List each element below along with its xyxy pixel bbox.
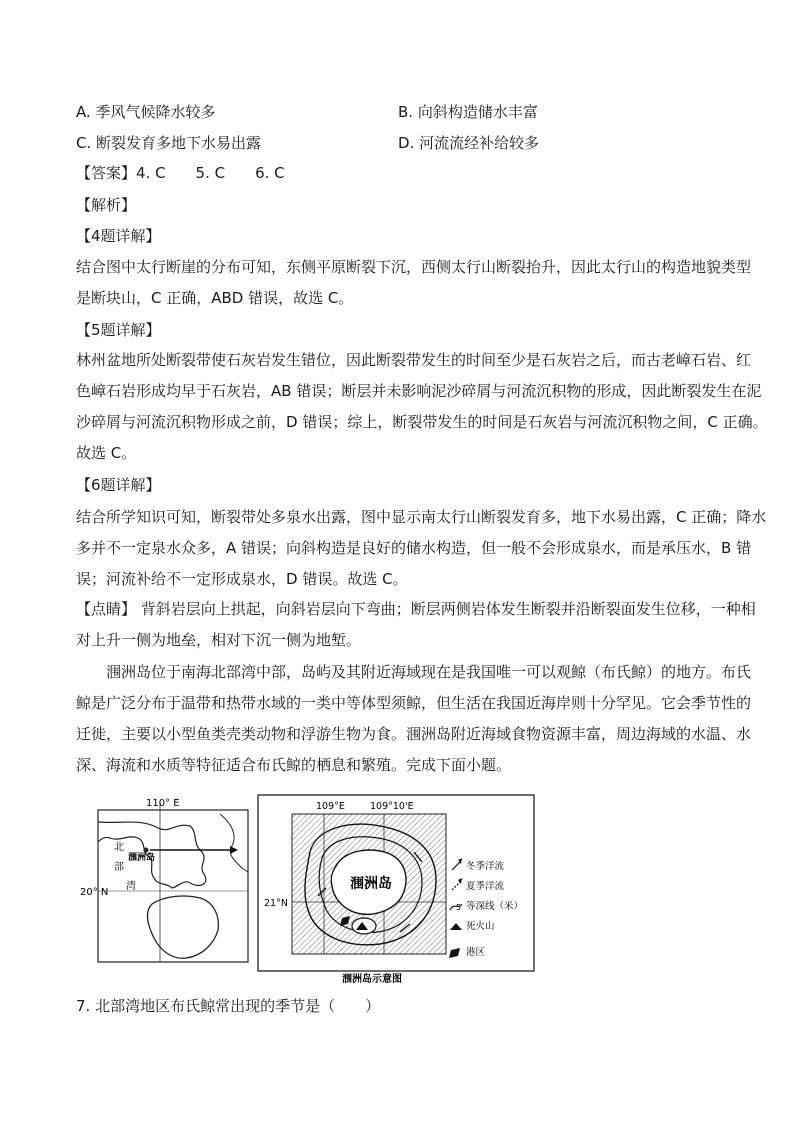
lat-label-right: 21°N bbox=[264, 898, 288, 909]
legend-summer: 夏季洋流 bbox=[466, 881, 505, 892]
text-line: 是断块山，C 正确，ABD 错误，故选 C。 bbox=[76, 289, 354, 307]
option-a: A. 季风气候降水较多 bbox=[76, 103, 216, 121]
q6-explanation bbox=[76, 502, 767, 595]
gulf-label-2: 部 bbox=[114, 862, 124, 873]
tip-paragraph bbox=[76, 594, 756, 656]
text-line: 对上升一侧为地垒，相对下沉一侧为地堑。 bbox=[76, 631, 362, 649]
option-d: D. 河流流经补给较多 bbox=[398, 134, 540, 152]
lon2-label: 109°10'E bbox=[370, 801, 414, 812]
legend-port: 港区 bbox=[466, 947, 486, 958]
answer-line: 【答案】4. C 5. C 6. C bbox=[76, 164, 285, 182]
text-line: 多并不一定泉水众多，A 错误；向斜构造是良好的储水构造，但一般不会形成泉水，而是承压水，B 错 bbox=[76, 539, 752, 557]
lon-label: 110° E bbox=[146, 798, 180, 809]
hainan-island bbox=[148, 896, 219, 958]
locator-map-frame bbox=[98, 810, 248, 962]
volcano-legend-icon bbox=[450, 923, 462, 930]
island-label: 涠洲岛 bbox=[128, 853, 156, 863]
option-c: C. 断裂发育多地下水易出露 bbox=[76, 134, 262, 152]
text-line: 鲸是广泛分布于温带和热带水域的一类中等体型须鲸，但生活在我国近海岸则十分罕见。它会季节性的 bbox=[76, 694, 752, 712]
summer-current-arrowhead bbox=[458, 878, 462, 884]
text-line: 涠洲岛位于南海北部湾中部，岛屿及其附近海域现在是我国唯一可以观鲸（布氏鲸）的地方。布氏 bbox=[76, 663, 752, 681]
summer-current-icon bbox=[452, 882, 460, 890]
legend-isobath: 等深线（米） bbox=[466, 901, 524, 912]
text-line: 【点睛】 背斜岩层向上拱起，向斜岩层向下弯曲；断层两侧岩体发生断裂并沿断裂面发生位移，一种相 bbox=[76, 600, 756, 618]
coastline-east bbox=[220, 814, 248, 872]
pointer-arrowhead bbox=[230, 846, 238, 854]
winter-current-icon bbox=[452, 862, 460, 870]
detail-map bbox=[258, 795, 534, 971]
lat-label: 20° N bbox=[80, 887, 109, 898]
text-line: 误；河流补给不一定形成泉水，D 错误。故选 C。 bbox=[76, 570, 408, 588]
gulf-label-1: 北 bbox=[114, 842, 124, 853]
legend-winter: 冬季洋流 bbox=[466, 861, 505, 872]
legend bbox=[449, 858, 523, 958]
q6-heading: 【6题详解】 bbox=[76, 476, 161, 494]
legend-isobath-num: 5 bbox=[456, 903, 462, 912]
island-name: 涠洲岛 bbox=[350, 876, 392, 892]
figure-maps bbox=[80, 792, 550, 984]
text-line: 色嶂石岩形成均早于石灰岩，AB 错误；断层并未影响泥沙碎屑与河流沉积物的形成，因此断裂发生在泥 bbox=[76, 382, 762, 400]
passage-paragraph bbox=[76, 657, 752, 781]
analysis-heading: 【解析】 bbox=[76, 196, 137, 214]
q4-explanation bbox=[76, 252, 752, 314]
legend-volcano: 死火山 bbox=[466, 921, 495, 932]
text-line: 迁徙，主要以小型鱼类壳类动物和浮游生物为食。涠洲岛附近海域食物资源丰富，周边海域的水温、水 bbox=[76, 725, 752, 743]
option-b: B. 向斜构造储水丰富 bbox=[398, 103, 538, 121]
gulf-label-3: 湾 bbox=[126, 881, 136, 892]
island-dot bbox=[144, 848, 149, 853]
q5-heading: 【5题详解】 bbox=[76, 321, 161, 339]
map-caption: 涠洲岛示意图 bbox=[342, 974, 402, 984]
locator-map bbox=[80, 798, 248, 962]
port-legend-icon bbox=[449, 948, 460, 958]
q4-heading: 【4题详解】 bbox=[76, 227, 161, 245]
text-line: 结合所学知识可知，断裂带处多泉水出露，图中显示南太行山断裂发育多，地下水易出露，C 正确；降水 bbox=[76, 508, 767, 526]
text-line: 结合图中太行断崖的分布可知，东侧平原断裂下沉，西侧太行山断裂抬升，因此太行山的构造地貌类型 bbox=[76, 258, 752, 276]
text-line: 深、海流和水质等特征适合布氏鲸的栖息和繁殖。完成下面小题。 bbox=[76, 756, 512, 774]
text-line: 林州盆地所处断裂带使石灰岩发生错位，因此断裂带发生的时间至少是石灰岩之后，而古老嶂石岩、红 bbox=[76, 351, 752, 369]
lon1-label: 109°E bbox=[316, 801, 345, 812]
q5-explanation bbox=[76, 345, 768, 469]
text-line: 沙碎屑与河流沉积物形成之前，D 错误；综上，断裂带发生的时间是石灰岩与河流沉积物之间，C 正确。 bbox=[76, 413, 768, 431]
text-line: 故选 C。 bbox=[76, 444, 137, 462]
question-7: 7. 北部湾地区布氏鲸常出现的季节是（ ） bbox=[76, 997, 381, 1015]
